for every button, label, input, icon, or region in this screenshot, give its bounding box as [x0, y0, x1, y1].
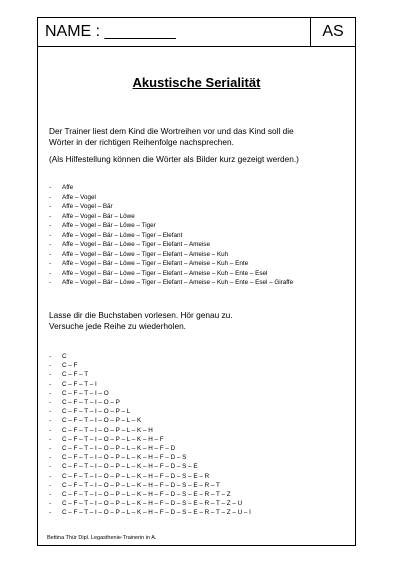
letter-row [49, 352, 251, 361]
list-bullet: - [49, 279, 52, 287]
letter-row [49, 444, 251, 453]
word-row-text: Affe – Vogel – Bär [62, 203, 113, 211]
letter-row-text: C – F – T – I – O – P – L – K – H – F – D – S – E – R – T – Z – U [62, 500, 243, 508]
letter-row-text: C – F – T – I – O – P [62, 399, 120, 407]
list-bullet: - [49, 222, 52, 230]
letter-row-text: C – F – T – I – O – P – L [62, 408, 131, 416]
word-series-list [49, 183, 293, 288]
letters-line-1: Lasse dir die Buchstaben vorlesen. Hör genau zu. [49, 310, 233, 320]
list-bullet: - [49, 184, 52, 191]
letter-row-text: C – F – T – I – O – P – L – K – H – F – D – S – E – R – T – Z [62, 491, 231, 499]
word-row-text: Affe – Vogel – Bär – Löwe [62, 212, 135, 220]
list-bullet: - [49, 193, 52, 201]
intro-line-2: Wörter in der richtigen Reihenfolge nachsprechen. [49, 137, 234, 147]
list-bullet: - [49, 481, 52, 489]
word-row-text: Affe – Vogel – Bär – Löwe – Tiger – Elefant – Ameise – Kuh – Ente – Esel [62, 269, 268, 277]
word-row [49, 250, 293, 260]
list-bullet: - [49, 472, 52, 480]
letter-row-text: C – F – T – I – O – P – L – K – H – F – D [62, 445, 176, 453]
word-row [49, 193, 293, 203]
letter-row-text: C – F – T – I – O – P – L – K – H – F – D – S – E [62, 463, 198, 471]
list-bullet: - [49, 454, 52, 462]
letter-row-text: C [62, 353, 67, 360]
list-bullet: - [49, 509, 52, 517]
letter-row [49, 370, 251, 379]
word-row [49, 183, 293, 193]
letter-row [49, 435, 251, 444]
list-bullet: - [49, 353, 52, 360]
intro-text [49, 126, 349, 148]
list-bullet: - [49, 212, 52, 220]
letter-row-text: C – F – T – I – O – P – L – K – H – F – D – S – E – R – T – Z – U – I [62, 509, 251, 517]
list-bullet: - [49, 435, 52, 443]
letter-series-list [49, 352, 251, 518]
word-row [49, 259, 293, 269]
letter-row [49, 499, 251, 508]
letter-row [49, 426, 251, 435]
letter-row-text: C – F [62, 362, 78, 370]
word-row [49, 278, 293, 288]
word-row-text: Affe – Vogel – Bär – Löwe – Tiger [62, 222, 156, 230]
letter-row-text: C – F – T – I – O – P – L – K [62, 417, 142, 425]
header-bar [38, 18, 355, 47]
letter-row [49, 462, 251, 471]
list-bullet: - [49, 417, 52, 425]
letter-row-text: C – F – T [62, 371, 89, 379]
word-row [49, 202, 293, 212]
list-bullet: - [49, 463, 52, 471]
word-row-text: Affe – Vogel – Bär – Löwe – Tiger – Elefant [62, 231, 183, 239]
worksheet-code: AS [322, 23, 344, 40]
list-bullet: - [49, 362, 52, 370]
letter-row [49, 508, 251, 517]
list-bullet: - [49, 231, 52, 239]
word-row [49, 269, 293, 279]
worksheet-frame [37, 17, 356, 546]
word-row [49, 231, 293, 241]
list-bullet: - [49, 389, 52, 397]
word-row [49, 240, 293, 250]
letter-row-text: C – F – T – I [62, 380, 97, 388]
letter-row [49, 380, 251, 389]
letters-instruction [49, 310, 349, 332]
letter-row [49, 407, 251, 416]
word-row-text: Affe – Vogel – Bär – Löwe – Tiger – Elefant – Ameise – Kuh – Ente – Esel – Giraffe [62, 279, 294, 287]
list-bullet: - [49, 491, 52, 499]
list-bullet: - [49, 260, 52, 268]
name-field-label: NAME : ________ [45, 23, 176, 40]
page-title: Akustische Serialität [132, 75, 261, 90]
word-row-text: Affe – Vogel – Bär – Löwe – Tiger – Elefant – Ameise [62, 241, 210, 249]
letter-row [49, 490, 251, 499]
word-row-text: Affe [62, 184, 74, 191]
letter-row-text: C – F – T – I – O – P – L – K – H – F [62, 435, 164, 443]
list-bullet: - [49, 380, 52, 388]
list-bullet: - [49, 241, 52, 249]
letter-row [49, 416, 251, 425]
author-footer: Bettina Thür Dipl. Legasthenie-Trainerin in A. [47, 535, 157, 541]
list-bullet: - [49, 500, 52, 508]
letter-row-text: C – F – T – I – O – P – L – K – H – F – D – S – E – R [62, 472, 210, 480]
list-bullet: - [49, 371, 52, 379]
letter-row [49, 398, 251, 407]
letter-row-text: C – F – T – I – O – P – L – K – H [62, 426, 153, 434]
list-bullet: - [49, 203, 52, 211]
list-bullet: - [49, 408, 52, 416]
letter-row-text: C – F – T – I – O – P – L – K – H – F – D – S – E – R – T [62, 481, 220, 489]
list-bullet: - [49, 399, 52, 407]
letter-row [49, 453, 251, 462]
word-row-text: Affe – Vogel – Bär – Löwe – Tiger – Elefant – Ameise – Kuh – Ente [62, 260, 249, 268]
intro-line-1: Der Trainer liest dem Kind die Wortreihen vor und das Kind soll die [49, 126, 294, 136]
letter-row [49, 361, 251, 370]
word-row-text: Affe – Vogel [62, 193, 96, 201]
word-row [49, 212, 293, 222]
intro-hint: (Als Hilfestellung können die Wörter als Bilder kurz gezeigt werden.) [49, 154, 299, 164]
letter-row [49, 389, 251, 398]
list-bullet: - [49, 445, 52, 453]
list-bullet: - [49, 269, 52, 277]
word-row [49, 221, 293, 231]
letter-row [49, 481, 251, 490]
letter-row [49, 472, 251, 481]
letter-row-text: C – F – T – I – O – P – L – K – H – F – D – S [62, 454, 187, 462]
letter-row-text: C – F – T – I – O [62, 389, 109, 397]
list-bullet: - [49, 426, 52, 434]
word-row-text: Affe – Vogel – Bär – Löwe – Tiger – Elefant – Ameise – Kuh [62, 250, 229, 258]
letters-line-2: Versuche jede Reihe zu wiederholen. [49, 321, 186, 331]
list-bullet: - [49, 250, 52, 258]
